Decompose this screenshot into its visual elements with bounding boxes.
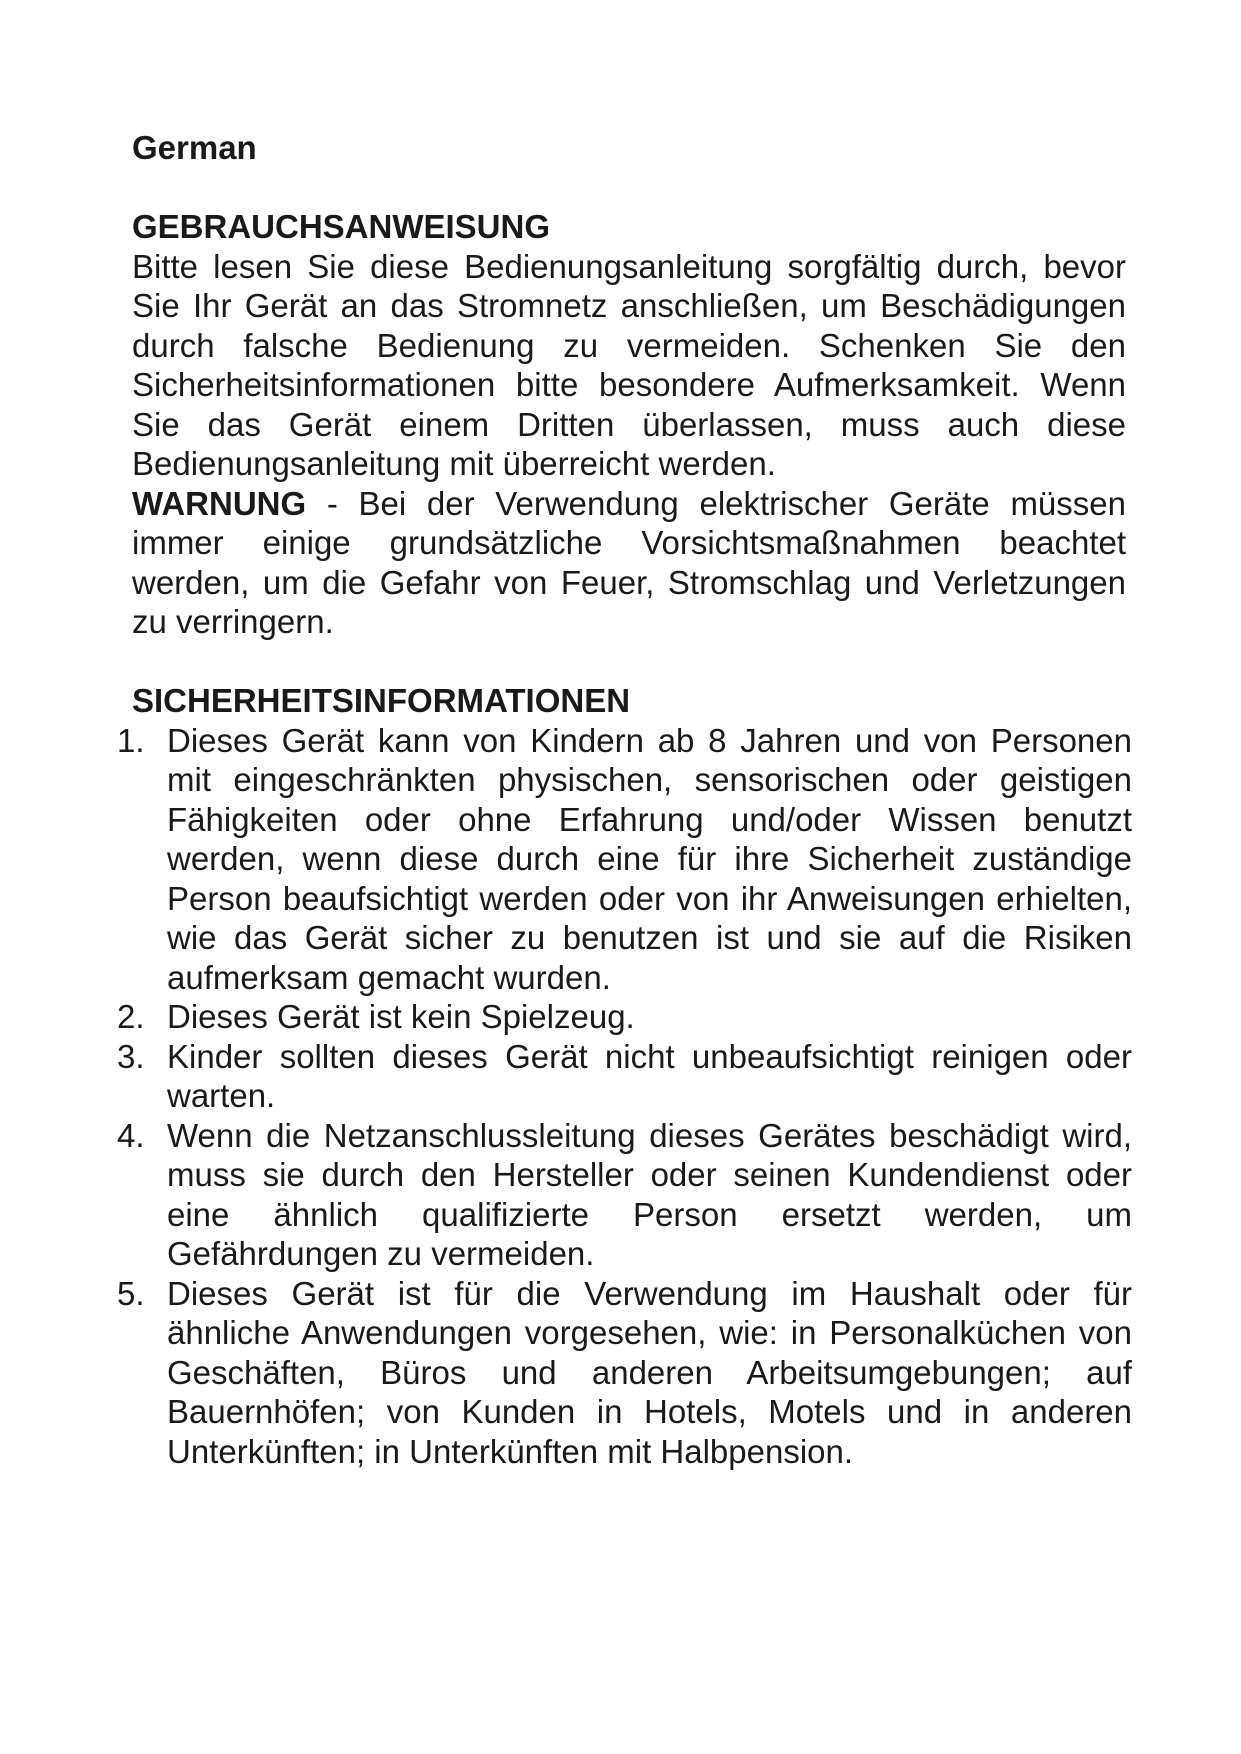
- spacer: [132, 168, 1132, 208]
- safety-item-text: Dieses Gerät ist kein Spielzeug.: [167, 998, 635, 1035]
- document-body: [117, 128, 1132, 1471]
- warning-paragraph: [132, 484, 1126, 642]
- language-label: German: [132, 129, 257, 166]
- safety-list: [117, 721, 1132, 1472]
- list-number: 5.: [117, 1274, 145, 1312]
- safety-item: [117, 1037, 1132, 1116]
- list-number: 2.: [117, 998, 145, 1035]
- instructions-heading: GEBRAUCHSANWEISUNG: [132, 208, 551, 245]
- safety-item: [117, 1274, 1132, 1472]
- warning-text: - Bei der Verwendung elektrischer Geräte müssen immer einige grundsätzliche Vorsichtsmaßnahmen beachtet werden, um die Gefahr von Feuer, Stromschlag und Verletzungen zu verringern.: [132, 484, 1126, 640]
- spacer: [132, 642, 1132, 682]
- safety-item: [117, 1116, 1132, 1274]
- safety-heading: SICHERHEITSINFORMATIONEN: [132, 682, 631, 719]
- list-number: 3.: [117, 1037, 145, 1075]
- list-number: 1.: [117, 721, 145, 759]
- list-number: 4.: [117, 1116, 145, 1154]
- safety-item: [117, 721, 1132, 998]
- warning-label: WARNUNG: [132, 484, 307, 522]
- safety-item: [117, 997, 1132, 1037]
- intro-paragraph: Bitte lesen Sie diese Bedienungsanleitung sorgfältig durch, bevor Sie Ihr Gerät an das Stromnetz anschließen, um Beschädigungen durch falsche Bedienung zu vermeiden. Schenken Sie den Sicherheitsinformationen bitte besondere Aufmerksamkeit. Wenn Sie das Gerät einem Dritten überlassen, muss auch diese Bedienungsanleitung mit überreicht werden.: [132, 247, 1126, 482]
- safety-item-text: Wenn die Netzanschlussleitung dieses Gerätes beschädigt wird, muss sie durch den Hersteller oder seinen Kundendienst oder eine ähnlich qualifizierte Person ersetzt werden, um Gefährdungen zu vermeiden.: [167, 1116, 1132, 1272]
- safety-item-text: Dieses Gerät kann von Kindern ab 8 Jahren und von Personen mit eingeschränkten physischen, sensorischen oder geistigen Fähigkeiten oder ohne Erfahrung und/oder Wissen benutzt werden, wenn diese durch eine für ihre Sicherheit zuständige Person beaufsichtigt werden oder von ihr Anweisungen erhielten, wie das Gerät sicher zu benutzen ist und sie auf die Risiken aufmerksam gemacht wurden.: [167, 721, 1132, 996]
- safety-item-text: Dieses Gerät ist für die Verwendung im Haushalt oder für ähnliche Anwendungen vorgesehen, wie: in Personalküchen von Geschäften, Büros und anderen Arbeitsumgebungen; auf Bauernhöfen; von Kunden in Hotels, Motels und in anderen Unterkünften; in Unterkünften mit Halbpension.: [167, 1274, 1132, 1470]
- safety-item-text: Kinder sollten dieses Gerät nicht unbeaufsichtigt reinigen oder warten.: [167, 1037, 1132, 1114]
